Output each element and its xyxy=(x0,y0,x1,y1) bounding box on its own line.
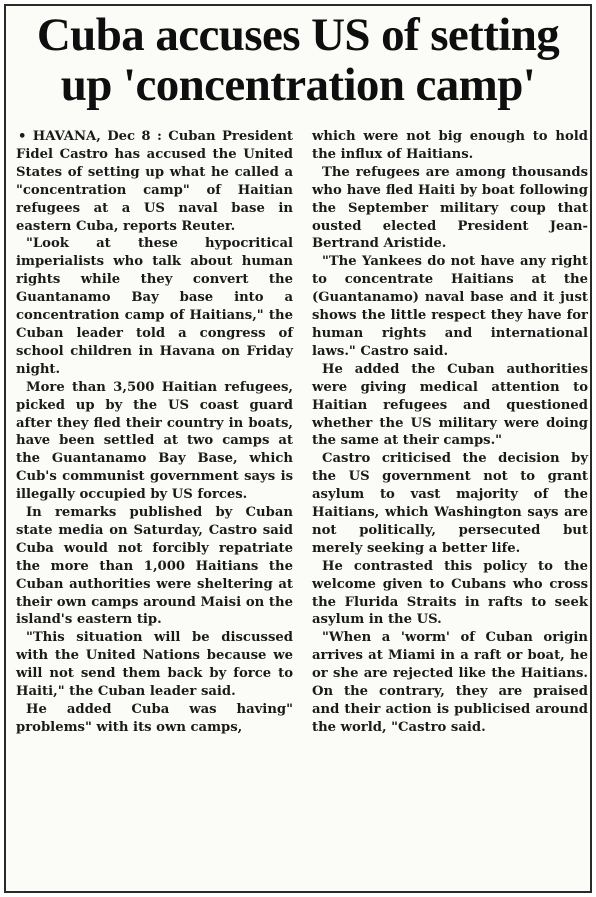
article-paragraph: which were not big enough to hold the influx of Haitians. xyxy=(312,129,588,162)
article-paragraph: "When a 'worm' of Cuban origin arrives at Miami in a raft or boat, he or she are rejected like the Haitians. On the contrary, they are praised and their action is publicised around the world, "Castro said. xyxy=(312,630,588,735)
article-paragraph: He added Cuba was having" problems" with its own camps, xyxy=(16,702,293,735)
article-paragraph: He added the Cuban authorities were giving medical attention to Haitian refugees and questioned whether the US military were doing the same at their camps." xyxy=(312,361,588,449)
article-paragraph: • HAVANA, Dec 8 : Cuban President Fidel Castro has accused the United States of setting up what he called a "concentration camp" of Haitian refugees at a US naval base in eastern Cuba, reports Reuter. xyxy=(16,129,293,234)
article-paragraph: Castro criticised the decision by the US government not to grant asylum to vast majority of the Haitians, which Washington says are not politically, persecuted but merely seeking a better life. xyxy=(312,451,588,556)
article-paragraph: More than 3,500 Haitian refugees, picked up by the US coast guard after they fled their country in boats, have been settled at two camps at the Guantanamo Bay Base, which Cub's communist government says is illegally occupied by US forces. xyxy=(16,379,293,503)
article-paragraph: "The Yankees do not have any right to concentrate Haitians at the (Guantanamo) naval base and it just shows the little respect they have for human rights and international laws." Castro said. xyxy=(312,254,588,359)
newspaper-clipping xyxy=(4,4,592,893)
article-paragraph: "This situation will be discussed with the United Nations because we will not send them back by force to Haiti," the Cuban leader said. xyxy=(16,630,293,700)
article-column-right xyxy=(312,128,588,737)
headline-line-2: up 'concentration camp' xyxy=(60,59,536,111)
article-paragraph: He contrasted this policy to the welcome given to Cubans who cross the Flurida Straits in rafts to seek asylum in the US. xyxy=(312,558,588,628)
article-paragraph: "Look at these hypocritical imperialists who talk about human rights while they convert the Guantanamo Bay base into a concentration camp of Haitians," the Cuban leader told a congress of school children in Havana on Friday night. xyxy=(16,236,293,377)
headline-line-1: Cuba accuses US of setting xyxy=(36,9,560,61)
headline xyxy=(14,10,582,110)
article-paragraph: In remarks published by Cuban state media on Saturday, Castro said Cuba would not forcibly repatriate the more than 1,000 Haitians the Cuban authorities were sheltering at their own camps around Maisi on the island's eastern tip. xyxy=(16,505,293,628)
article-column-left xyxy=(16,128,293,737)
article-paragraph: The refugees are among thousands who have fled Haiti by boat following the September military coup that ousted elected President Jean-Bertrand Aristide. xyxy=(312,164,588,252)
